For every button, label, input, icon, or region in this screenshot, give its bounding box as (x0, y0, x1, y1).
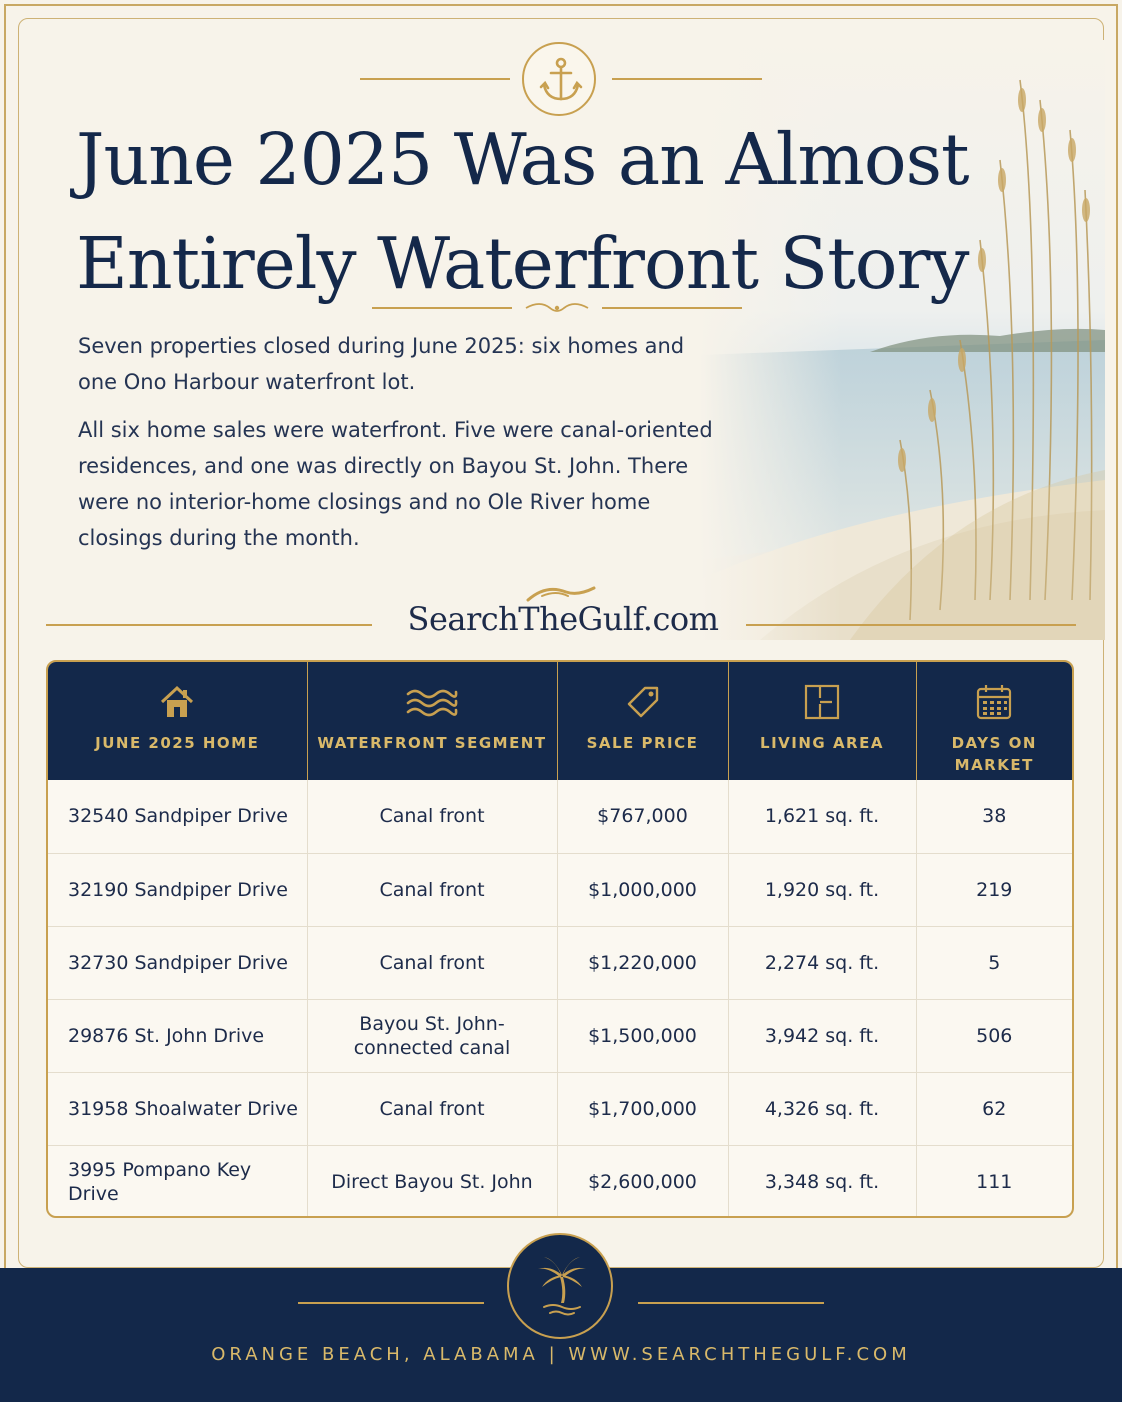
cell-segment: Bayou St. John-connected canal (307, 999, 557, 1072)
cell-area: 3,942 sq. ft. (728, 999, 916, 1072)
header-home-label: JUNE 2025 HOME (95, 734, 260, 752)
ornament-line-right (612, 78, 762, 80)
cell-home: 3995 Pompano Key Drive (48, 1145, 307, 1218)
cell-price: $1,700,000 (557, 1072, 728, 1145)
table-row (48, 1145, 1072, 1218)
cell-days: 506 (916, 999, 1072, 1072)
top-ornament (360, 42, 762, 112)
header-days-label: DAYS ON MARKET (951, 734, 1037, 774)
cell-area: 2,274 sq. ft. (728, 926, 916, 999)
intro-paragraph-1: Seven properties closed during June 2025: six homes and one Ono Harbour waterfront lot. (78, 334, 685, 394)
brand-name: SearchTheGulf.com (407, 600, 719, 638)
cell-segment: Canal front (307, 780, 557, 853)
footer-line-left (298, 1302, 484, 1304)
cell-area: 1,920 sq. ft. (728, 853, 916, 926)
footer-line-right (638, 1302, 824, 1304)
brand-line-left (46, 624, 372, 626)
cell-price: $767,000 (557, 780, 728, 853)
cell-area: 3,348 sq. ft. (728, 1145, 916, 1218)
header-area-label: LIVING AREA (760, 734, 884, 752)
header-price (557, 662, 728, 780)
cell-price: $1,220,000 (557, 926, 728, 999)
divider-line-right (602, 307, 742, 309)
cell-segment: Direct Bayou St. John (307, 1145, 557, 1218)
intro-paragraph-2: All six home sales were waterfront. Five were canal-oriented residences, and one was directly on Bayou St. John. There were no interior-home closings and no Ole River home closings during the month. (78, 418, 713, 550)
table-header-row (48, 662, 1072, 780)
title-line-1: June 2025 Was an Almost (76, 118, 969, 201)
house-icon (159, 682, 195, 722)
palm-tree-icon (532, 1253, 592, 1321)
cell-segment: Canal front (307, 853, 557, 926)
title-line-2: Entirely Waterfront Story (76, 222, 969, 305)
cell-home: 32190 Sandpiper Drive (48, 853, 307, 926)
anchor-badge (522, 42, 596, 116)
table-row (48, 926, 1072, 999)
waves-icon (405, 682, 459, 722)
table-row (48, 1072, 1072, 1145)
cell-price: $2,600,000 (557, 1145, 728, 1218)
cell-days: 111 (916, 1145, 1072, 1218)
cell-area: 4,326 sq. ft. (728, 1072, 916, 1145)
cell-segment: Canal front (307, 1072, 557, 1145)
palm-badge (507, 1233, 613, 1339)
anchor-icon (539, 57, 583, 103)
price-tag-icon (623, 682, 663, 722)
header-price-label: SALE PRICE (586, 734, 699, 752)
flourish-icon (524, 300, 590, 316)
table-row (48, 999, 1072, 1072)
ornament-line-left (360, 78, 510, 80)
page-title (76, 108, 1016, 316)
cell-area: 1,621 sq. ft. (728, 780, 916, 853)
brand-row (46, 582, 1076, 646)
cell-home: 29876 St. John Drive (48, 999, 307, 1072)
intro-text (78, 328, 728, 568)
header-area (728, 662, 916, 780)
cell-days: 62 (916, 1072, 1072, 1145)
cell-days: 219 (916, 853, 1072, 926)
cell-days: 5 (916, 926, 1072, 999)
cell-days: 38 (982, 805, 1007, 828)
table-row (48, 853, 1072, 926)
header-home (48, 662, 307, 780)
sales-table-card (46, 660, 1074, 1218)
divider-line-left (372, 307, 512, 309)
cell-price: $1,500,000 (557, 999, 728, 1072)
floor-plan-icon (802, 682, 842, 722)
cell-price: $1,000,000 (557, 853, 728, 926)
header-segment (307, 662, 557, 780)
calendar-icon (974, 682, 1014, 722)
footer-location-url: ORANGE BEACH, ALABAMA | WWW.SEARCHTHEGULF.COM (211, 1344, 911, 1365)
cell-segment: Canal front (307, 926, 557, 999)
table-row (48, 780, 1072, 853)
brand-line-right (746, 624, 1076, 626)
header-days (916, 662, 1072, 780)
cell-home: 31958 Shoalwater Drive (48, 1072, 307, 1145)
cell-home: 32730 Sandpiper Drive (48, 926, 307, 999)
header-segment-label: WATERFRONT SEGMENT (317, 734, 547, 752)
cell-home: 32540 Sandpiper Drive (48, 780, 307, 853)
title-divider (372, 298, 742, 318)
sales-table (48, 662, 1072, 1218)
